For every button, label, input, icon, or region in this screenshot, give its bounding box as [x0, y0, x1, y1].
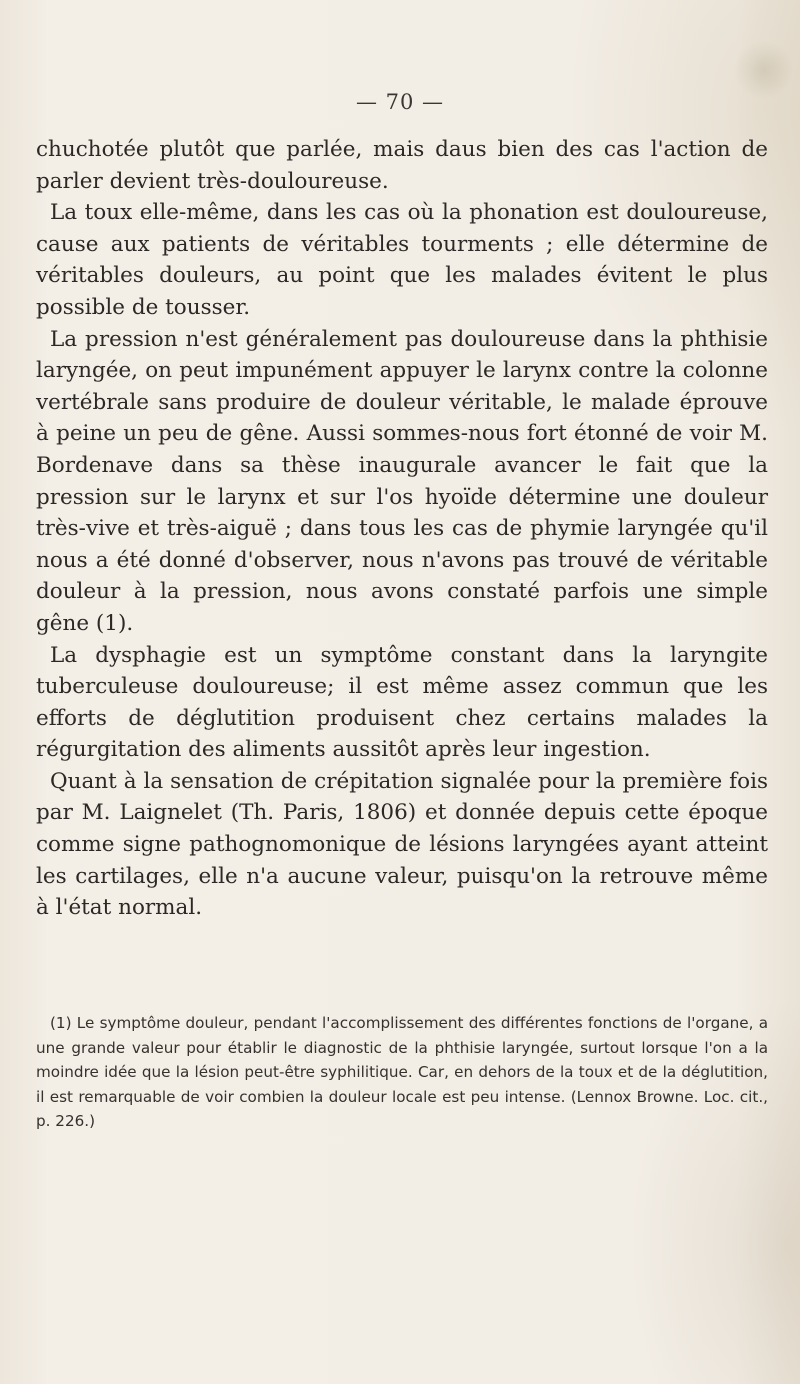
footnote: [36, 1011, 768, 1134]
paragraph-4: La dysphagie est un symptôme constant dans la laryngite tuberculeuse douloureuse; il est même assez commun que les efforts de déglutition produisent chez certains malades la régurgitation des aliments aussitôt après leur ingestion.: [36, 642, 768, 763]
page-number: — 70 —: [355, 90, 445, 114]
paragraph-1: chuchotée plutôt que parlée, mais daus bien des cas l'action de parler devient très-douloureuse.: [36, 137, 768, 194]
body-text: [36, 134, 768, 924]
paragraph-5: Quant à la sensation de crépitation signalée pour la première fois par M. Laignelet (Th. Paris, 1806) et donnée depuis cette époque comme signe pathognomonique de lésions laryngées ayant atteint les cartilages, elle n'a aucune valeur, puisqu'on la retrouve même à l'état normal.: [36, 768, 768, 921]
footnote-text: (1) Le symptôme douleur, pendant l'accomplissement des différentes fonctions de l'organe, a une grande valeur pour établir le diagnostic de la phthisie laryngée, surtout lorsque l'on a la moindre idée que la lésion peut-être syphilitique. Car, en dehors de la toux et de la déglutition, il est remarquable de voir combien la douleur locale est peu intense. (Lennox Browne. Loc. cit., p. 226.): [36, 1014, 768, 1131]
paragraph-2: La toux elle-même, dans les cas où la phonation est douloureuse, cause aux patients de véritables tourments ; elle détermine de véritables douleurs, au point que les malades évitent le plus possible de tousser.: [36, 200, 768, 320]
paragraph-3: La pression n'est généralement pas douloureuse dans la phthisie laryngée, on peut impunément appuyer le larynx contre la colonne vertébrale sans produire de douleur véritable, le malade éprouve à peine un peu de gêne. Aussi sommes-nous fort étonné de voir M. Bordenave dans sa thèse inaugurale avancer le fait que la pression sur le larynx et sur l'os hyoïde détermine une douleur très-vive et très-aiguë ; dans tous les cas de phymie laryngée qu'il nous a été donné d'observer, nous n'avons pas trouvé de véritable douleur à la pression, nous avons constaté parfois une simple gêne (1).: [36, 326, 768, 636]
